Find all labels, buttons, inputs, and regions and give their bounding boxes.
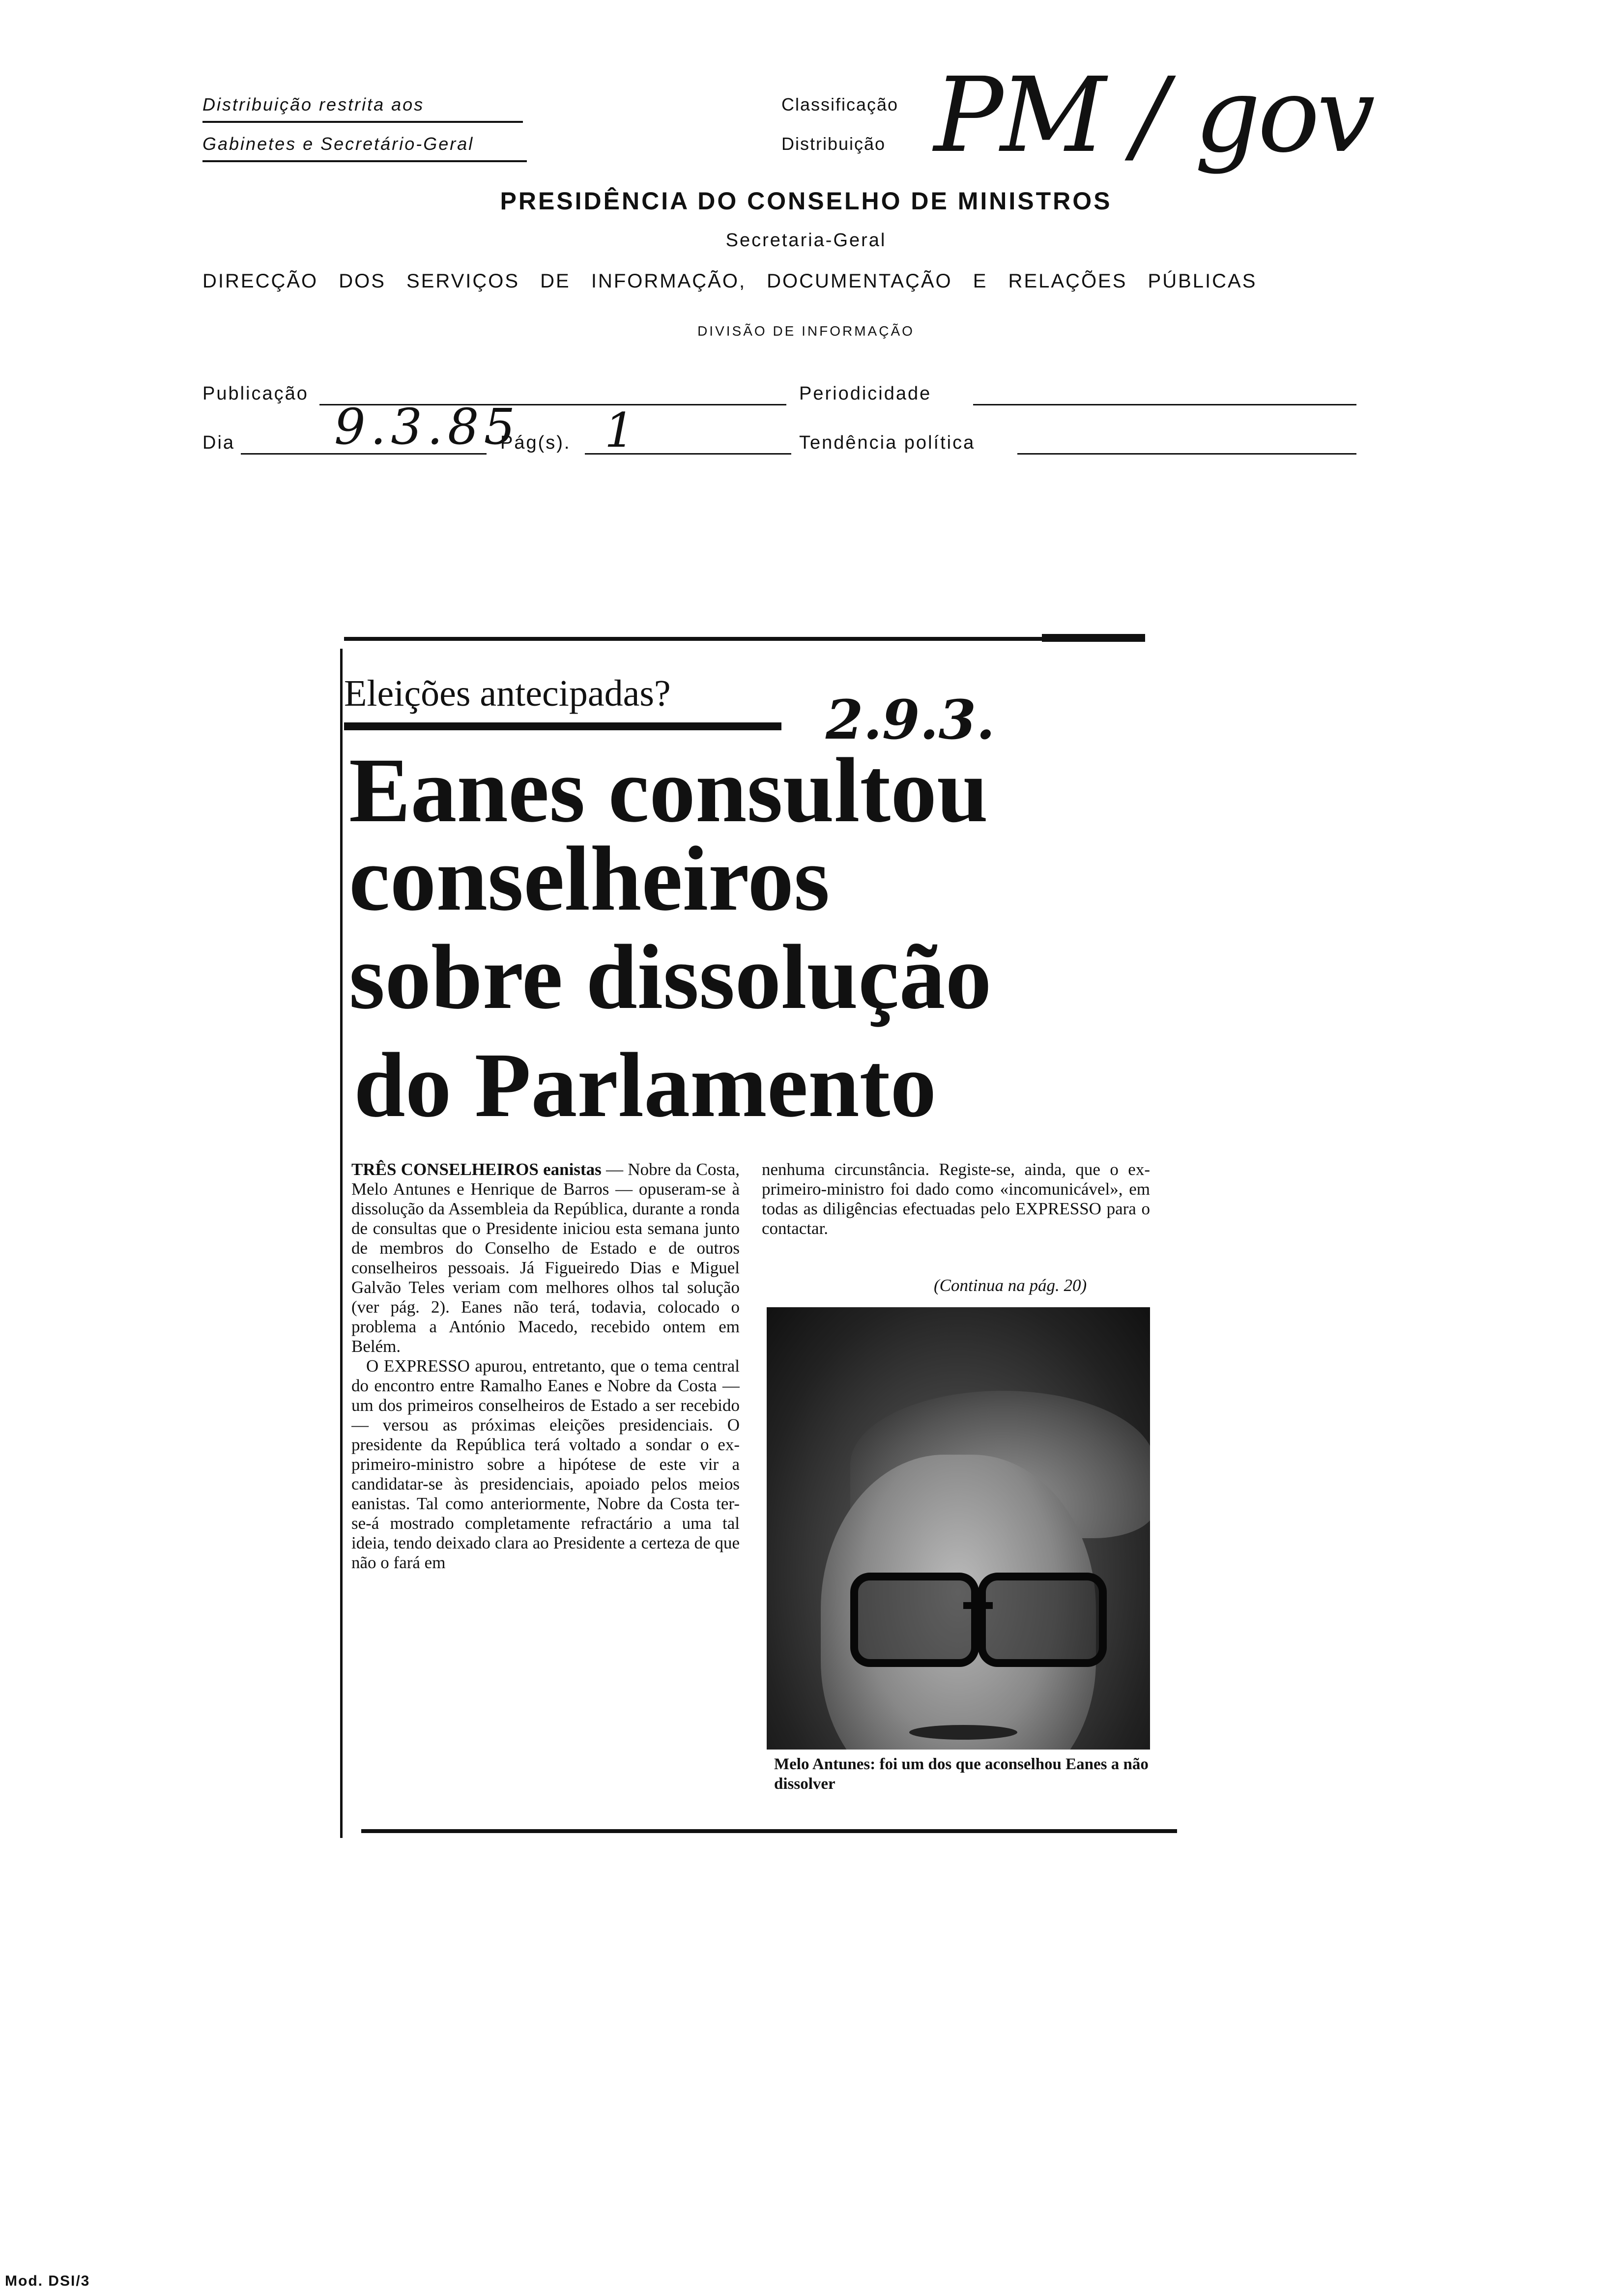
- day-value: 9.3.85: [334, 398, 520, 456]
- article-kicker: Eleições antecipadas?: [344, 673, 671, 714]
- clipping-top-rule-thick: [1042, 634, 1145, 642]
- photo-glasses-right: [978, 1573, 1107, 1667]
- photo-caption: Melo Antunes: foi um dos que aconselhou Eanes a não dissolver: [774, 1755, 1149, 1793]
- tendency-label: Tendência política: [799, 432, 976, 453]
- tendency-field-line: [1017, 453, 1356, 455]
- handwritten-archive-mark: 2.9.3.: [826, 688, 995, 751]
- form-code: Mod. DSI/3: [5, 2273, 90, 2289]
- headline-line-4: do Parlamento: [354, 1033, 937, 1136]
- distribution-underline-2: [202, 160, 527, 162]
- day-label: Dia: [202, 432, 235, 453]
- directorate-line: DIRECÇÃO DOS SERVIÇOS DE INFORMAÇÃO, DOCUMENTAÇÃO E RELAÇÕES PÚBLICAS: [202, 270, 1257, 292]
- headline-line-1: Eanes consultou: [349, 739, 988, 841]
- photo-glasses-left: [850, 1573, 979, 1667]
- distribution-label: Distribuição: [781, 134, 886, 154]
- headline-line-3: sobre dissolução: [349, 925, 992, 1028]
- headline-line-2: conselheiros: [349, 827, 830, 930]
- publication-label: Publicação: [202, 383, 309, 404]
- handwritten-classification: PM / gov: [934, 55, 1373, 175]
- pages-value: 1: [604, 403, 635, 458]
- clipping-left-edge: [340, 649, 343, 1838]
- clipping-top-rule: [344, 637, 1145, 641]
- column-1-paragraph-1-text: — Nobre da Costa, Melo Antunes e Henrique de Barros — opuseram-se à dissolução da Assembleia da República, durante a ronda de consultas que o Presidente iniciou esta semana junto de membros do Conselho de Estado e de outros conselheiros pessoais. Já Figueiredo Dias e Miguel Galvão Teles veriam com melhores olhos tal solução (ver pág. 2). Eanes não terá, todavia, colocado o problema a António Macedo, recebido ontem em Belém.: [351, 1160, 740, 1356]
- distribution-underline-1: [202, 121, 523, 123]
- periodicity-field-line: [973, 404, 1356, 405]
- division-line: DIVISÃO DE INFORMAÇÃO: [697, 323, 915, 339]
- lead-caps: TRÊS CONSELHEIROS eanistas: [351, 1160, 602, 1179]
- column-1-paragraph-2: O EXPRESSO apurou, entretanto, que o tema central do encontro entre Ramalho Eanes e Nobre da Costa — um dos primeiros conselheiros de Estado a ser recebido — versou as próximas eleições presidenciais. O presidente da República terá voltado a sondar o ex-primeiro-ministro sobre a hipótese de este vir a candidatar-se às presidenciais, apoiado pelos meios eanistas. Tal como anteriormente, Nobre da Costa ter-se-á mostrado completamente refractário a uma tal ideia, tendo deixado clara ao Presidente a certeza de que não o fará em: [351, 1356, 740, 1572]
- classification-label: Classificação: [781, 94, 899, 115]
- photo-glasses-bridge: [963, 1602, 993, 1609]
- distribution-restriction-line2: Gabinetes e Secretário-Geral: [202, 134, 474, 154]
- periodicity-label: Periodicidade: [799, 383, 932, 404]
- melo-antunes-photo: [767, 1307, 1150, 1750]
- article-column-2: nenhuma circunstância. Registe-se, ainda, que o ex-primeiro-ministro foi dado como «incomunicável», em todas as diligências efectuadas pelo EXPRESSO para o contactar.: [762, 1160, 1150, 1238]
- kicker-rule: [344, 722, 781, 730]
- photo-mouth: [909, 1725, 1017, 1740]
- distribution-restriction-line1: Distribuição restrita aos: [202, 94, 425, 115]
- pages-label: Pág(s).: [500, 432, 571, 453]
- org-title: PRESIDÊNCIA DO CONSELHO DE MINISTROS: [500, 187, 1112, 215]
- clipping-bottom-rule: [361, 1829, 1177, 1833]
- org-subtitle: Secretaria-Geral: [725, 230, 887, 251]
- column-1-paragraph-1: [351, 1160, 740, 1356]
- article-column-1: [351, 1160, 740, 1808]
- continuation-note: (Continua na pág. 20): [934, 1276, 1087, 1295]
